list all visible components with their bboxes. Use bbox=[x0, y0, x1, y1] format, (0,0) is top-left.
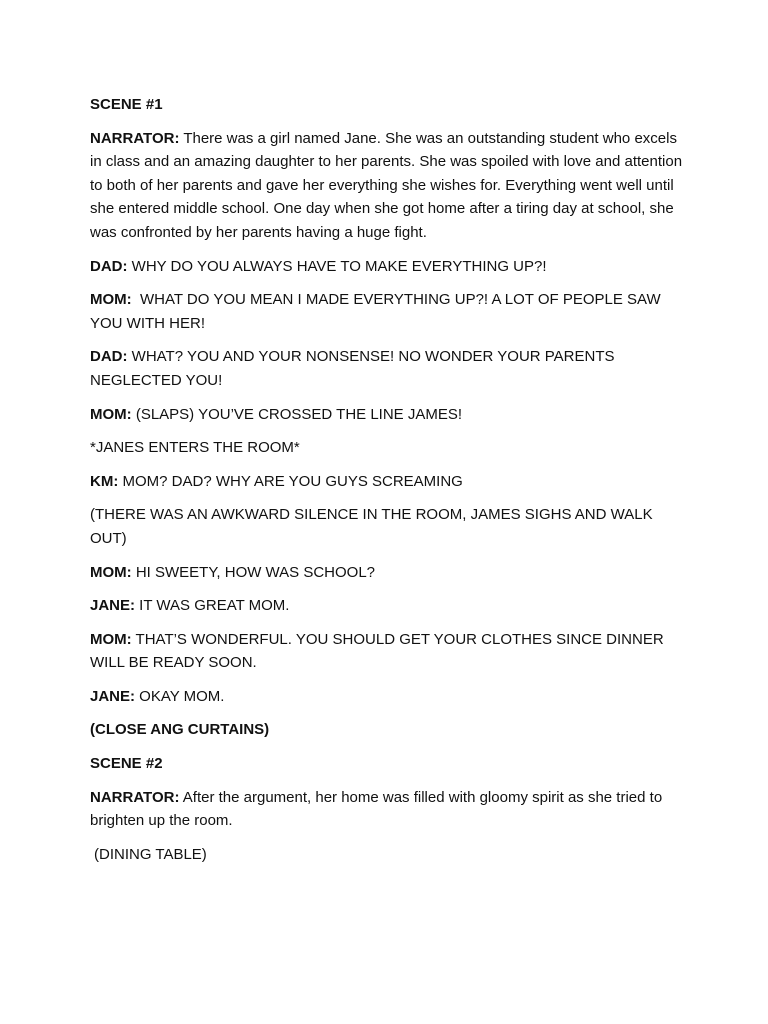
dialogue-line bbox=[90, 403, 690, 427]
dialogue-text: There was a girl named Jane. She was an outstanding student who excels in class and an amazing daughter to her parents. She was spoiled with love and attention to both of her parents and gave her everything she wishes for. Everything went well until she entered middle school. One day when she got home after a tiring day at school, she was confronted by her parents having a huge fight. bbox=[90, 129, 683, 241]
script-page bbox=[90, 93, 690, 876]
speaker-label: MOM: bbox=[90, 630, 132, 648]
dialogue-text: IT WAS GREAT MOM. bbox=[135, 597, 290, 615]
stage-direction: *JANES ENTERS THE ROOM* bbox=[90, 439, 300, 457]
narrator-paragraph-2 bbox=[90, 786, 690, 833]
dialogue-text: HI SWEETY, HOW WAS SCHOOL? bbox=[131, 563, 376, 581]
dialogue-line bbox=[90, 594, 690, 618]
dialogue-line bbox=[90, 288, 690, 335]
scene-1-heading: SCENE #1 bbox=[90, 96, 163, 113]
close-curtains-direction: (CLOSE ANG CURTAINS) bbox=[90, 721, 270, 739]
dialogue-line bbox=[90, 561, 690, 585]
dialogue-line bbox=[90, 470, 690, 494]
dialogue-text: WHAT DO YOU MEAN I MADE EVERYTHING UP?! A LOT OF PEOPLE SAW YOU WITH HER! bbox=[90, 291, 665, 332]
scene-2-heading: SCENE #2 bbox=[90, 755, 163, 773]
speaker-label: NARRATOR: bbox=[90, 788, 180, 806]
speaker-label: NARRATOR: bbox=[90, 129, 180, 147]
speaker-label: KM: bbox=[90, 472, 119, 490]
dialogue-text: OKAY MOM. bbox=[135, 687, 225, 705]
dialogue-line bbox=[90, 345, 690, 392]
dialogue-text: MOM? DAD? WHY ARE YOU GUYS SCREAMING bbox=[118, 472, 463, 490]
dialogue-text: WHY DO YOU ALWAYS HAVE TO MAKE EVERYTHING UP?! bbox=[127, 257, 547, 275]
speaker-label: DAD: bbox=[90, 257, 128, 275]
dialogue-text: (SLAPS) YOU’VE CROSSED THE LINE JAMES! bbox=[131, 405, 463, 423]
dialogue-text: After the argument, her home was filled with gloomy spirit as she tried to brighten up the room. bbox=[90, 788, 663, 830]
speaker-label: JANE: bbox=[90, 597, 136, 615]
speaker-label: JANE: bbox=[90, 687, 136, 705]
stage-direction: (DINING TABLE) bbox=[94, 845, 207, 863]
stage-direction: (THERE WAS AN AWKWARD SILENCE IN THE ROOM, JAMES SIGHS AND WALK OUT) bbox=[90, 506, 653, 547]
speaker-label: DAD: bbox=[90, 348, 128, 366]
speaker-label: MOM: bbox=[90, 563, 132, 581]
dialogue-line bbox=[90, 685, 690, 709]
dialogue-line bbox=[90, 628, 690, 675]
narrator-paragraph-1 bbox=[90, 127, 690, 245]
dialogue-text: THAT’S WONDERFUL. YOU SHOULD GET YOUR CLOTHES SINCE DINNER WILL BE READY SOON. bbox=[90, 630, 664, 672]
dialogue-text: WHAT? YOU AND YOUR NONSENSE! NO WONDER YOUR PARENTS NEGLECTED YOU! bbox=[90, 348, 615, 389]
dialogue-line bbox=[90, 255, 690, 279]
speaker-label: MOM: bbox=[90, 405, 132, 423]
speaker-label: MOM: bbox=[90, 291, 132, 309]
